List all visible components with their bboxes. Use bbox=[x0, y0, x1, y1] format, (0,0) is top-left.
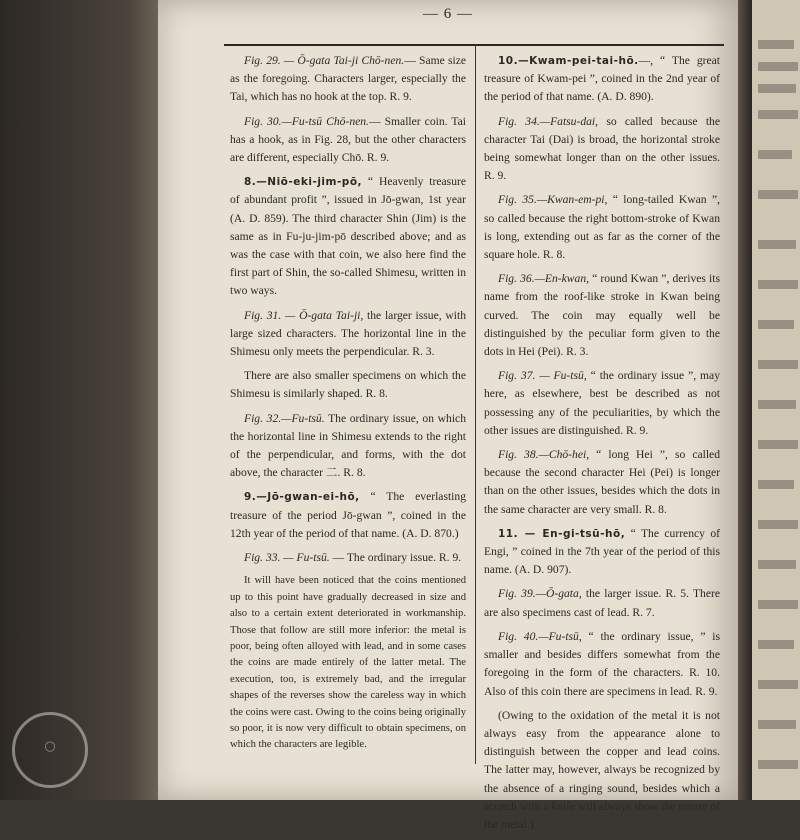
paragraph: Fig. 38.—Chō-hei, “ long Hei ”, so called because the second character Hei (Pei) is longer than on the other issues, besides which the dots in the same character are very small. R. 8. bbox=[484, 448, 720, 516]
text-line bbox=[758, 640, 794, 649]
text-line bbox=[758, 190, 798, 199]
paragraph: Fig. 37. — Fu-tsū, “ the ordinary issue ”, may here, as elsewhere, best be described as not possessing any of the peculiarities, by which the other issues are distinguished. R. 9. bbox=[484, 369, 720, 437]
section-heading-paragraph: 10.—Kwam-pei-tai-hō.—, “ The great treasure of Kwam-pei ”, coined in the 2nd year of the period of that name. (A. D. 890). bbox=[484, 54, 720, 104]
paragraph: Fig. 34.—Fatsu-dai, so called because the character Tai (Dai) is broad, the horizontal stroke being somewhat longer than on the other issues. R. 9. bbox=[484, 114, 720, 183]
text-line bbox=[758, 110, 798, 119]
text-line bbox=[758, 720, 796, 729]
text-line bbox=[758, 480, 794, 489]
text-line bbox=[758, 84, 796, 93]
column-divider bbox=[475, 44, 476, 764]
section-heading-paragraph: 9.—Jō-gwan-ei-hō, “ The everlasting treasure of the period Jō-gwan ”, coined in the 12th year of the period of that name. (A. D. 870.) bbox=[230, 490, 466, 540]
book-page bbox=[158, 0, 738, 831]
left-column bbox=[230, 52, 466, 760]
paragraph: Fig. 32.—Fu-tsū. The ordinary issue, on which the horizontal line in Shimesu extends to the right of the perpendicular, and forms, with the dot above, the character 二. R. 8. bbox=[230, 411, 466, 480]
text-line bbox=[758, 62, 798, 71]
text-line bbox=[758, 280, 798, 289]
right-column bbox=[484, 52, 720, 840]
note-paragraph: It will have been noticed that the coins mentioned up to this point have gradually decreased in size and also to a certain extent deteriorated in workmanship. Those that follow are still more inferior: the metal is poor, being often alloyed with lead, and in some cases the coins are made entirely of the latter metal. The execution, too, is extremely bad, and the irregular shapes of the reverses show the careless way in which the coins were cast. Owing to the coins being originally so poor, it is now very difficult to obtain specimens, on which the characters are legible. bbox=[230, 575, 466, 751]
text-line bbox=[758, 600, 798, 609]
header-rule bbox=[224, 44, 724, 46]
text-line bbox=[758, 360, 798, 369]
text-line bbox=[758, 240, 796, 249]
paragraph: Fig. 31. — Ō-gata Tai-ji, the larger issue, with large sized characters. The horizontal line in the Shimesu only meets the perpendicular. R. 3. bbox=[230, 308, 466, 359]
section-heading-paragraph: 11. — En-gi-tsū-hō, “ The currency of Engi, ” coined in the 7th year of the period of this name. (A. D. 907). bbox=[484, 526, 721, 577]
background-shadow bbox=[0, 0, 158, 800]
paragraph: (Owing to the oxidation of the metal it is not always easy from the appearance alone to distinguish between the copper and lead coins. The latter may, however, always be recognized by the absence of a ringing sound, besides which a scratch with a knife will always show the nature of the metal.) bbox=[484, 708, 720, 831]
text-line bbox=[758, 400, 796, 409]
text-line bbox=[758, 150, 792, 159]
paragraph: Fig. 33. — Fu-tsū. — The ordinary issue. R. 9. bbox=[244, 551, 462, 565]
paragraph: Fig. 35.—Kwan-em-pi, “ long-tailed Kwan ”, so called because the right bottom-stroke of Kwan is long, extending out as far as the corner of the square hole. R. 8. bbox=[484, 193, 720, 262]
page-number: — 6 — bbox=[423, 6, 473, 22]
text-line bbox=[758, 520, 798, 529]
adjacent-page bbox=[752, 0, 800, 800]
text-line bbox=[758, 320, 794, 329]
text-line bbox=[758, 760, 798, 769]
text-line bbox=[758, 40, 794, 49]
text-line bbox=[758, 440, 798, 449]
paragraph: Fig. 30.—Fu-tsū Chō-nen.— Smaller coin. Tai has a hook, as in Fig. 28, but the other characters are different, especially Chō. R. 9. bbox=[230, 114, 467, 165]
text-line bbox=[758, 560, 796, 569]
paragraph: Fig. 36.—En-kwan, “ round Kwan ”, derives its name from the roof-like stroke in Kwan being curved. The coin may equally well be distinguished by the peculiar form given to the dots in Hei (Pei). R. 3. bbox=[484, 272, 720, 359]
paragraph: Fig. 29. — Ō-gata Tai-ji Chō-nen.— Same size as the foregoing. Characters larger, especially the Tai, which has no hook at the top. R. 9. bbox=[230, 54, 466, 104]
section-heading-paragraph: 8.—Niō-eki-jim-pō, “ Heavenly treasure of abundant profit ”, issued in Jō-gwan, 1st year (A. D. 859). The third character Shin (Jim) is the same as in Fu-ju-jim-pō described above; and as was the case with that coin, we also here find the first part of Shin, the so-called Shimesu, written in two ways. bbox=[230, 175, 466, 298]
text-line bbox=[758, 680, 798, 689]
paragraph: Fig. 39.—Ō-gata, the larger issue. R. 5. There are also specimens cast of lead. R. 7. bbox=[484, 587, 720, 619]
book-gutter bbox=[738, 0, 752, 800]
paragraph: Fig. 40.—Fu-tsū, “ the ordinary issue, ” is smaller and besides differs somewhat from the foregoing in the form of the characters. R. 10. Also of this coin there are specimens in lead. R. 9. bbox=[484, 629, 720, 698]
paragraph: There are also smaller specimens on which the Shimesu is similarly shaped. R. 8. bbox=[230, 369, 466, 401]
watermark-seal-icon: ○ bbox=[12, 712, 88, 788]
